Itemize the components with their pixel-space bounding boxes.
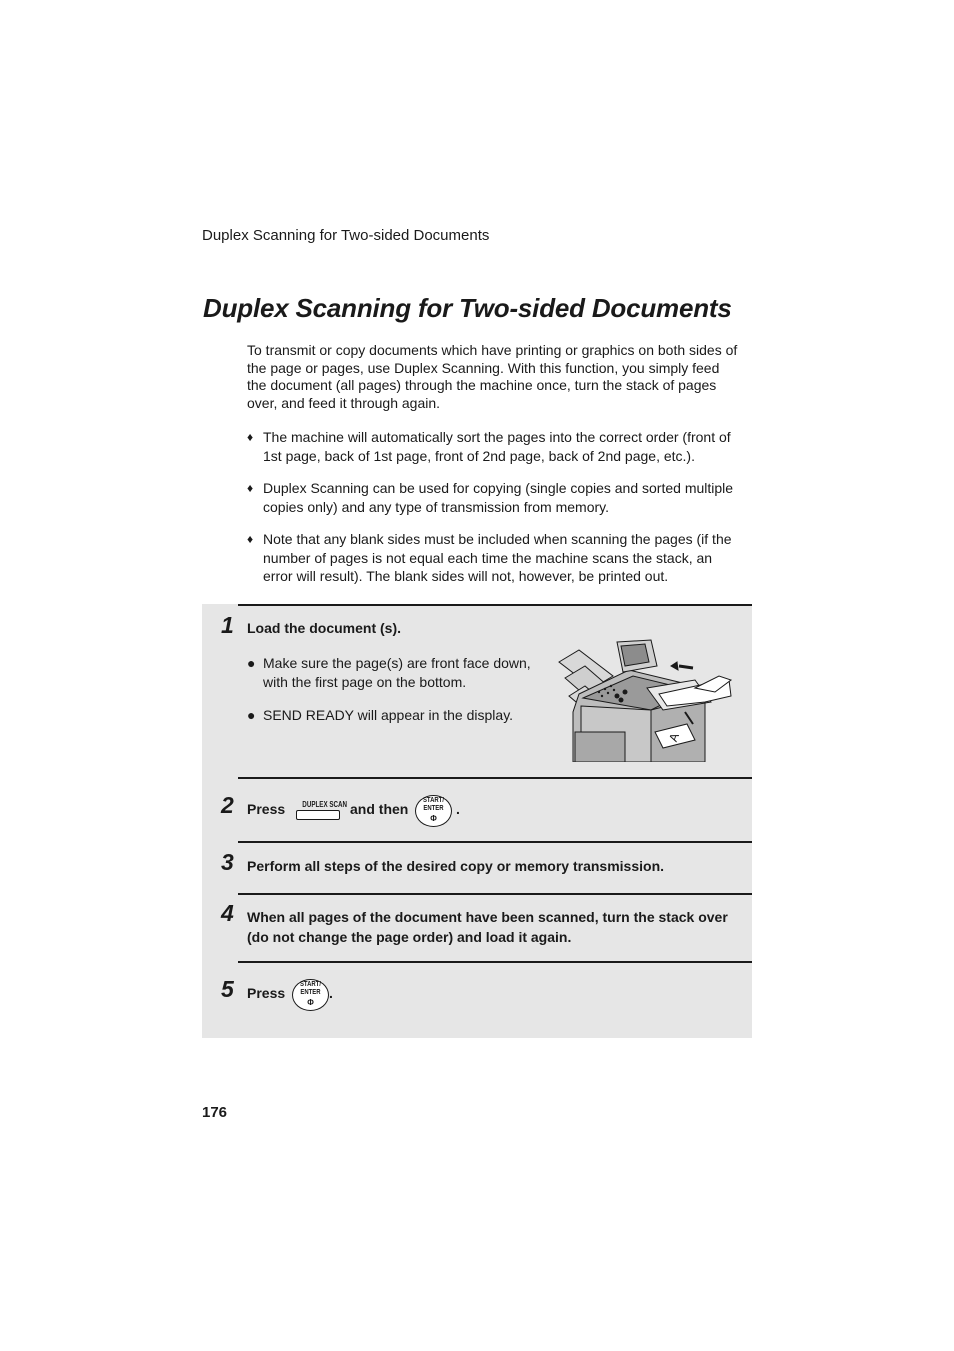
start-key-symbol: Φ [307, 998, 314, 1007]
bullet-text: Note that any blank sides must be included when scanning the pages (if the number of pages is not equal each time the machine scans the stack, an error will result). The blank sides will not, however, be printed out. [263, 531, 732, 584]
dot-bullet-icon: ● [247, 707, 256, 723]
page-number: 176 [202, 1104, 228, 1121]
step-divider [238, 961, 752, 963]
bullet-item [247, 428, 742, 465]
bullet-text: Duplex Scanning can be used for copying (single copies and sorted multiple copies only) and any type of transmission from memory. [263, 480, 734, 515]
step-3-text: Perform all steps of the desired copy or memory transmission. [247, 858, 665, 874]
step-divider [238, 841, 752, 843]
start-key-line1: START/ [299, 981, 322, 988]
step-divider [238, 777, 752, 779]
diamond-bullet-icon: ♦ [247, 532, 254, 546]
step-number-3: 3 [221, 849, 234, 875]
key-button-icon [296, 810, 340, 820]
step-number-5: 5 [221, 976, 234, 1002]
step-1-sub-bullet [247, 654, 537, 691]
step-2-and-then: and then [350, 801, 409, 817]
step-1-text: Load the document (s). [247, 620, 401, 636]
sub-bullet-text: Make sure the page(s) are front face down, with the first page on the bottom. [263, 655, 531, 690]
step-number-4: 4 [221, 900, 234, 926]
step-divider [238, 893, 752, 895]
sub-bullet-text: SEND READY will appear in the display. [263, 707, 514, 723]
start-key-line1: START/ [422, 797, 445, 804]
start-key-line2: ENTER [423, 805, 444, 812]
svg-text:A: A [665, 731, 682, 744]
step-5-end: . [329, 985, 333, 1001]
step-number-2: 2 [221, 792, 234, 818]
step-5-press-label: Press [247, 985, 286, 1001]
step-2-press-label: Press [247, 801, 286, 817]
start-key-line2: ENTER [300, 989, 321, 996]
diamond-bullet-icon: ♦ [247, 481, 254, 495]
step-divider [238, 604, 752, 606]
fax-machine-illustration [555, 636, 733, 762]
diamond-bullet-icon: ♦ [247, 430, 254, 444]
running-header: Duplex Scanning for Two-sided Documents [202, 227, 490, 244]
step-2-end: . [456, 801, 460, 817]
bullet-item [247, 479, 742, 516]
step-1-sub-bullet [247, 706, 537, 725]
step-4-text: When all pages of the document have been scanned, turn the stack over (do not change the page order) and load it again. [247, 909, 728, 945]
step-number-1: 1 [221, 612, 234, 638]
bullet-text: The machine will automatically sort the pages into the correct order (front of 1st page, back of 1st page, front of 2nd page, back of 2nd page, etc.). [263, 429, 731, 464]
bullet-item [247, 530, 742, 586]
start-key-symbol: Φ [430, 814, 437, 823]
duplex-scan-key-label: DUPLEX SCAN [302, 800, 348, 809]
dot-bullet-icon: ● [247, 655, 256, 671]
duplex-scan-key [296, 800, 353, 820]
intro-paragraph: To transmit or copy documents which have printing or graphics on both sides of the page or pages, use Duplex Scanning. With this function, you simply feed the document (all pages) through the machine once, turn the stack of pages over, and feed it through again. [247, 342, 738, 412]
page-title: Duplex Scanning for Two-sided Documents [203, 293, 732, 323]
